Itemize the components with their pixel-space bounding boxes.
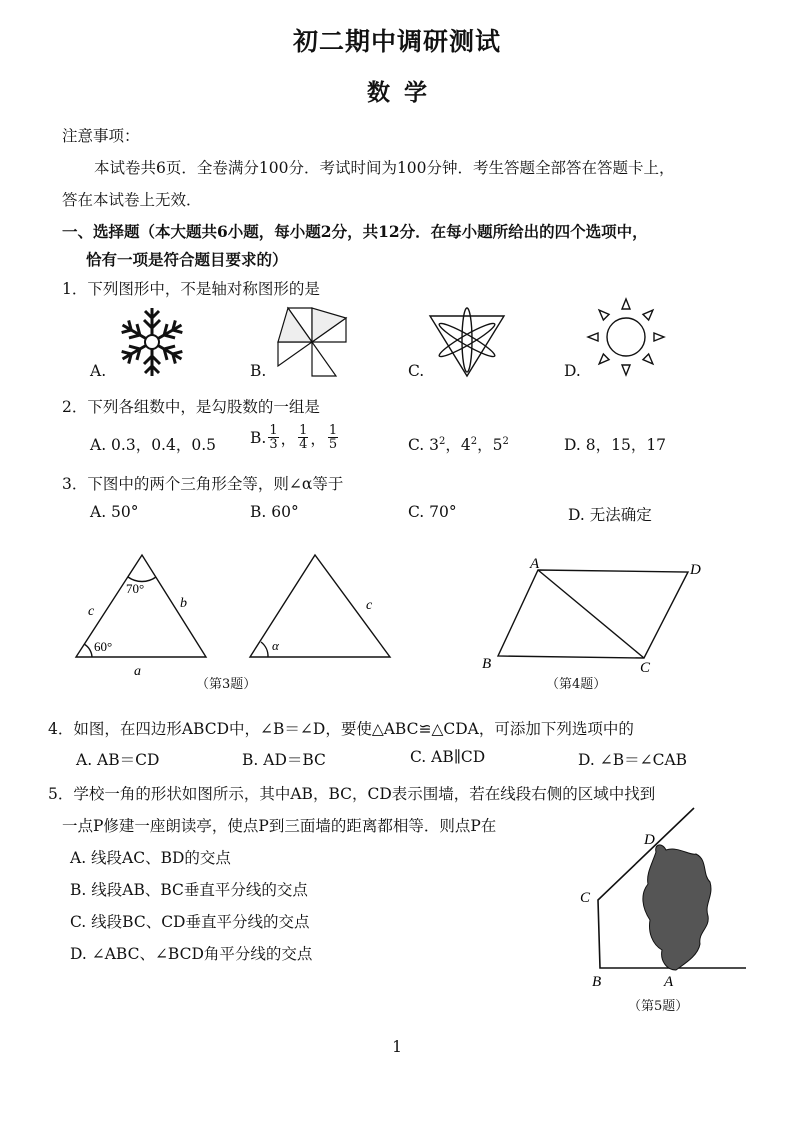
pinwheel-figure [268, 302, 356, 382]
tri2-angle-alpha: α [272, 638, 279, 653]
q4-figure [476, 556, 716, 680]
snowflake-figure [112, 302, 192, 382]
subject-title: 数学 [367, 79, 441, 106]
page-title: 初二期中调研测试 [292, 27, 501, 56]
tri2-side-c: c [366, 598, 373, 613]
q5-option-d: D. ∠ABC、∠BCD角平分线的交点 [70, 945, 313, 963]
triangle-petal-figure [424, 302, 510, 382]
q3-option-c: C. 70° [408, 503, 457, 521]
tri1-top-angle: 70° [126, 581, 145, 596]
fraction: $\frac{1}{5}$ [328, 423, 338, 452]
q5-label-a: A [664, 974, 674, 990]
q4-stem: 4．如图，在四边形ABCD中，∠B＝∠D，要使△ABC≌△CDA，可添加下列选项中的 [48, 720, 634, 738]
tri1-left-angle: 60° [94, 639, 113, 654]
q5-label-b: B [592, 974, 602, 990]
q4-label-c: C [640, 660, 651, 676]
q1-option-a: A. [90, 362, 107, 380]
q5-option-c: C. 线段BC、CD垂直平分线的交点 [70, 913, 310, 931]
angle-arc-left [84, 644, 92, 657]
notes-line-1: 本试卷共6页．全卷满分100分．考试时间为100分钟．考生答题全部答在答题卡上， [94, 159, 675, 177]
q5-figure [570, 804, 760, 994]
q4-label-b: B [482, 656, 492, 672]
fraction: $\frac{1}{4}$ [299, 423, 308, 452]
notes-line-2: 答在本试卷上无效． [62, 191, 202, 209]
q3-caption: （第3题） [196, 677, 257, 692]
q5-label-c: C [580, 890, 591, 906]
sun-figure [586, 294, 666, 380]
q5-option-a: A. 线段AC、BD的交点 [70, 849, 231, 867]
parallelogram-abcd [498, 570, 688, 658]
q5-label-d: D [644, 832, 655, 848]
notes-heading: 注意事项： [62, 127, 140, 145]
q1-option-c: C. [408, 362, 425, 380]
q5-option-b: B. 线段AB、BC垂直平分线的交点 [70, 881, 308, 899]
q2-option-c: C. $3^2$，$4^2$，$5^2$ [408, 435, 509, 454]
q5-stem-line-2: 一点P修建一座朗读亭，使点P到三面墙的距离都相等．则点P在 [62, 817, 497, 835]
q4-option-a: A. AB＝CD [76, 751, 160, 769]
q4-option-d: D. ∠B＝∠CAB [578, 751, 688, 769]
q2-option-b: B. $\frac{1}{3}$ ， $\frac{1}{4}$ ， $\frac{1}{5}$ [250, 423, 338, 452]
q4-option-b: B. AD＝BC [242, 751, 326, 769]
q1-stem: 1．下列图形中，不是轴对称图形的是 [62, 280, 320, 298]
q1-option-b: B. [250, 362, 267, 380]
q4-option-c: C. AB∥CD [410, 748, 486, 766]
q2-option-d: D. 8，15，17 [564, 436, 667, 454]
q4-label-d: D [690, 562, 701, 578]
q3-option-d: D. 无法确定 [568, 506, 652, 524]
diagonal-ac [538, 570, 644, 658]
q3-option-a: A. 50° [90, 503, 139, 521]
section-heading-line-1: 一、选择题（本大题共6小题，每小题2分，共12分．在每小题所给出的四个选项中， [62, 222, 648, 241]
q2-stem: 2．下列各组数中，是勾股数的一组是 [62, 398, 320, 416]
q5-stem-line-1: 5．学校一角的形状如图所示，其中AB，BC，CD表示围墙，若在线段右侧的区域中找到 [48, 785, 656, 803]
section-heading-line-2: 恰有一项是符合题目要求的） [86, 250, 288, 269]
q4-caption: （第4题） [546, 677, 607, 692]
tri1-side-c: c [88, 604, 95, 619]
tri1-side-a: a [134, 664, 141, 679]
q2-option-b-label: B. [250, 428, 267, 447]
q5-caption: （第5题） [628, 999, 689, 1014]
fraction: $\frac{1}{3}$ [269, 423, 278, 452]
page-number: 1 [392, 1038, 402, 1056]
q3-option-b: B. 60° [250, 503, 299, 521]
q2-option-a: A. 0.3，0.4，0.5 [90, 436, 216, 454]
q4-label-a: A [530, 556, 540, 572]
q1-option-d: D. [564, 362, 581, 380]
angle-arc-alpha [261, 642, 268, 657]
garden-shaded-region [643, 845, 711, 970]
q3-stem: 3．下图中的两个三角形全等，则∠α等于 [62, 475, 344, 493]
tri1-side-b: b [180, 596, 187, 611]
